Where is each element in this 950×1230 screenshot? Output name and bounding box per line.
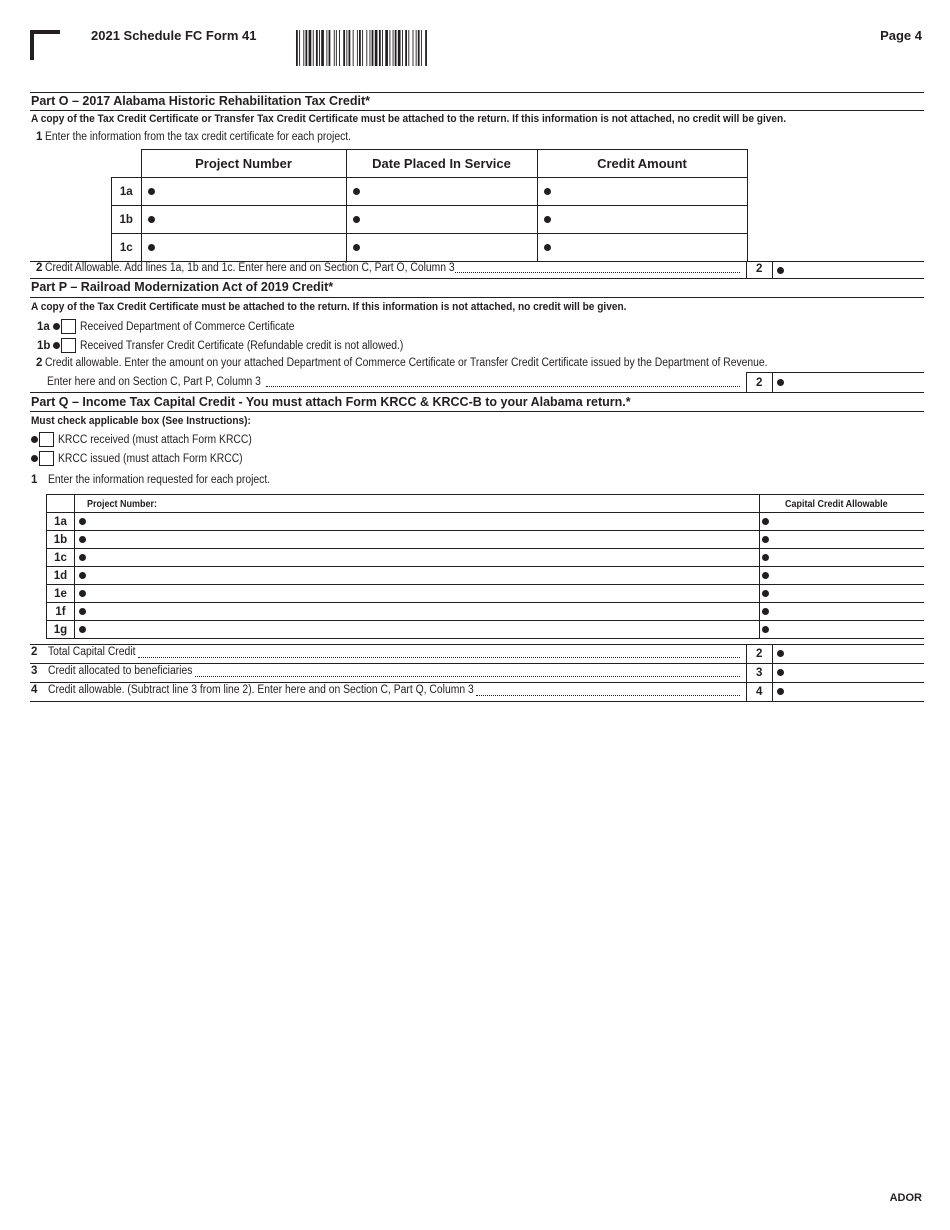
part-o-line2 xyxy=(36,262,501,274)
part-p-line2-continued: Enter here and on Section C, Part P, Column 3 xyxy=(47,376,261,388)
table-row xyxy=(112,178,748,206)
box-divider xyxy=(746,644,747,701)
part-q-credit-allowable-field[interactable] xyxy=(774,684,924,700)
line-box-label: 4 xyxy=(756,686,763,698)
table-row xyxy=(47,603,925,621)
total-capital-credit-field[interactable] xyxy=(774,646,924,662)
capital-credit-field[interactable] xyxy=(760,585,925,603)
table-row xyxy=(47,531,925,549)
capital-credit-field[interactable] xyxy=(760,531,925,549)
box-divider xyxy=(772,261,773,278)
corner-mark xyxy=(30,30,60,34)
item-1a-text: Received Department of Commerce Certificate xyxy=(79,320,295,333)
row-label: 1f xyxy=(47,603,75,621)
date-placed-1c[interactable] xyxy=(346,234,537,262)
capital-credit-field[interactable] xyxy=(760,621,925,639)
part-q-line2-rule xyxy=(30,663,924,664)
part-o-notice: A copy of the Tax Credit Certificate or Transfer Tax Credit Certificate must be attached to the return. If this information is not attached, no credit will be given. xyxy=(31,113,787,125)
part-p-line2 xyxy=(36,357,848,369)
dot-leader xyxy=(138,657,740,658)
table-row xyxy=(47,549,925,567)
capital-credit-field[interactable] xyxy=(760,603,925,621)
line2-text: Credit allowable. Enter the amount on your attached Department of Commerce Certificate or Transfer Credit Certificate issued by the Department of Revenue. xyxy=(45,357,769,369)
row-label: 1g xyxy=(47,621,75,639)
krcc-issued-checkbox[interactable] xyxy=(39,451,54,466)
transfer-certificate-checkbox[interactable] xyxy=(61,338,76,353)
part-q-title-rule xyxy=(30,411,924,412)
table-row xyxy=(47,621,925,639)
project-number-field[interactable] xyxy=(75,531,760,549)
row-label: 1d xyxy=(47,567,75,585)
row-label: 1e xyxy=(47,585,75,603)
line-number: 1 xyxy=(36,131,43,143)
credit-amount-1c[interactable] xyxy=(537,234,747,262)
commerce-certificate-checkbox[interactable] xyxy=(61,319,76,334)
row-label: 1c xyxy=(47,549,75,567)
row-label: 1a xyxy=(47,513,75,531)
project-number-1c[interactable] xyxy=(141,234,346,262)
project-number-field[interactable] xyxy=(75,513,760,531)
bullet xyxy=(53,342,60,349)
dot-leader xyxy=(476,695,740,696)
table-row xyxy=(47,585,925,603)
line2-text: Credit Allowable. Add lines 1a, 1b and 1c. Enter here and on Section C, Part O, Column 3 xyxy=(45,262,456,274)
part-o-line1 xyxy=(36,131,386,143)
line-box-label: 2 xyxy=(756,377,763,389)
part-o-credit-allowable-field[interactable] xyxy=(774,262,924,278)
line-number: 4 xyxy=(31,684,38,696)
corner-cell xyxy=(47,495,75,513)
krcc-issued-option xyxy=(31,451,263,466)
corner-cell xyxy=(112,150,142,178)
line-number: 1a xyxy=(37,320,50,333)
table-row xyxy=(112,206,748,234)
line-number: 2 xyxy=(36,262,43,274)
line2-text: Total Capital Credit xyxy=(48,646,136,658)
box-divider xyxy=(746,372,747,392)
project-number-1b[interactable] xyxy=(141,206,346,234)
dot-leader xyxy=(455,272,740,273)
part-p-title: Part P – Railroad Modernization Act of 2019 Credit* xyxy=(31,280,334,294)
part-q-must-check: Must check applicable box (See Instructions): xyxy=(31,415,251,427)
part-q-table xyxy=(46,494,924,639)
part-o-top-rule xyxy=(30,92,924,93)
row-label: 1a xyxy=(112,178,142,206)
project-number-1a[interactable] xyxy=(141,178,346,206)
capital-credit-field[interactable] xyxy=(760,513,925,531)
dot-leader xyxy=(266,386,740,387)
krcc-issued-label: KRCC issued (must attach Form KRCC) xyxy=(58,452,243,465)
table-row xyxy=(47,513,925,531)
col-credit-label: Capital Credit Allowable xyxy=(784,498,888,510)
project-number-field[interactable] xyxy=(75,603,760,621)
footer-ador: ADOR xyxy=(889,1192,922,1204)
date-placed-1b[interactable] xyxy=(346,206,537,234)
bullet xyxy=(31,455,38,462)
capital-credit-field[interactable] xyxy=(760,567,925,585)
col-project-number xyxy=(75,495,760,513)
part-p-credit-allowable-field[interactable] xyxy=(774,374,924,391)
part-q-line1 xyxy=(31,474,295,486)
project-number-field[interactable] xyxy=(75,621,760,639)
part-p-notice: A copy of the Tax Credit Certificate must be attached to the return. If this information is not attached, no credit will be given. xyxy=(31,301,627,313)
line-box-label: 2 xyxy=(756,263,763,275)
dot-leader xyxy=(195,676,740,677)
barcode xyxy=(296,30,476,66)
line3-text: Credit allocated to beneficiaries xyxy=(48,665,193,677)
col-credit-amount: Credit Amount xyxy=(537,150,747,178)
part-q-top-rule xyxy=(30,392,924,393)
part-p-title-rule xyxy=(30,297,924,298)
part-q-line2 xyxy=(31,646,146,658)
credit-allocated-field[interactable] xyxy=(774,665,924,681)
project-number-field[interactable] xyxy=(75,567,760,585)
part-q-title: Part Q – Income Tax Capital Credit - You must attach Form KRCC & KRCC-B to your Alabama return.* xyxy=(31,395,631,409)
item-1b-text: Received Transfer Credit Certificate (Refundable credit is not allowed.) xyxy=(80,339,404,352)
bullet xyxy=(31,436,38,443)
part-o-title-rule xyxy=(30,110,924,111)
krcc-received-option xyxy=(31,432,273,447)
part-p-top-rule xyxy=(30,278,924,279)
line-box-label: 2 xyxy=(756,648,763,660)
box-divider xyxy=(772,372,773,392)
table-row xyxy=(47,567,925,585)
part-p-item-1b xyxy=(37,338,440,353)
project-number-field[interactable] xyxy=(75,585,760,603)
credit-amount-1b[interactable] xyxy=(537,206,747,234)
project-number-field[interactable] xyxy=(75,549,760,567)
col-project-number: Project Number xyxy=(141,150,346,178)
part-q-line3-rule xyxy=(30,682,924,683)
line1-text: Enter the information from the tax credit certificate for each project. xyxy=(45,131,352,143)
capital-credit-field[interactable] xyxy=(760,549,925,567)
line-number: 3 xyxy=(31,665,38,677)
corner-mark-vertical xyxy=(30,30,34,60)
col-date-placed: Date Placed In Service xyxy=(346,150,537,178)
line-number: 2 xyxy=(31,646,38,658)
col-capital-credit xyxy=(760,495,925,513)
line4-text: Credit allowable. (Subtract line 3 from line 2). Enter here and on Section C, Part Q, Column 3 xyxy=(48,684,475,696)
line-number: 2 xyxy=(36,357,43,369)
part-q-bottom-rule xyxy=(30,701,924,702)
row-label: 1c xyxy=(112,234,142,262)
part-q-line4 xyxy=(31,684,521,696)
line-box-label: 3 xyxy=(756,667,763,679)
date-placed-1a[interactable] xyxy=(346,178,537,206)
row-label: 1b xyxy=(47,531,75,549)
credit-amount-1a[interactable] xyxy=(537,178,747,206)
box-divider xyxy=(772,644,773,701)
line1-text: Enter the information requested for each project. xyxy=(48,474,271,486)
line-number: 1 xyxy=(31,474,38,486)
line-number: 1b xyxy=(37,339,51,352)
table-row xyxy=(112,234,748,262)
part-p-item-1a xyxy=(37,319,318,334)
part-q-line3 xyxy=(31,665,209,677)
page-number: Page 4 xyxy=(880,28,922,43)
part-o-table xyxy=(111,149,748,262)
box-divider xyxy=(746,261,747,278)
part-o-title: Part O – 2017 Alabama Historic Rehabilitation Tax Credit* xyxy=(31,94,370,108)
part-q-totals-top-rule xyxy=(30,644,924,645)
col-project-label: Project Number: xyxy=(87,498,158,510)
bullet xyxy=(53,323,60,330)
krcc-received-label: KRCC received (must attach Form KRCC) xyxy=(58,433,252,446)
krcc-received-checkbox[interactable] xyxy=(39,432,54,447)
form-title: 2021 Schedule FC Form 41 xyxy=(91,28,257,43)
row-label: 1b xyxy=(112,206,142,234)
